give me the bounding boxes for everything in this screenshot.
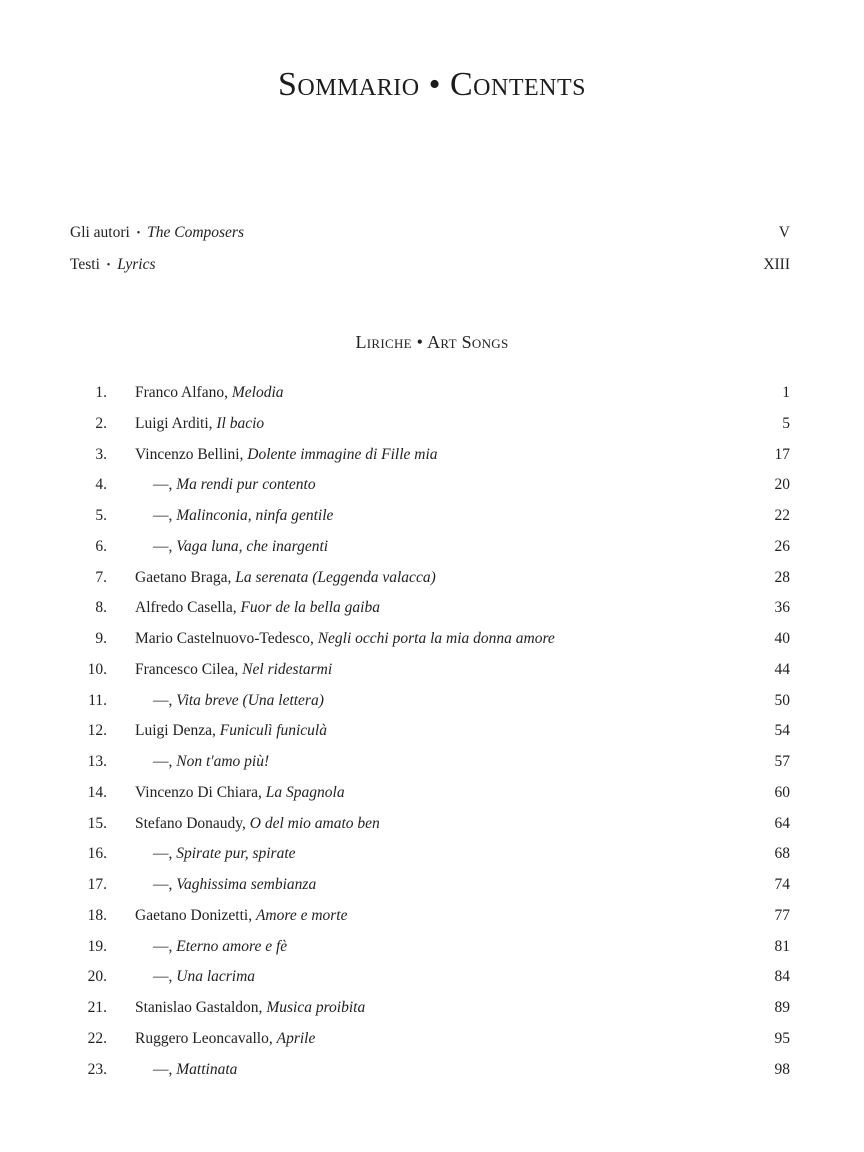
composer-name: Luigi Denza, xyxy=(135,722,216,740)
work-title: Ma rendi pur contento xyxy=(176,476,316,494)
composer-name: Ruggero Leoncavallo, xyxy=(135,1029,273,1047)
toc-list xyxy=(70,384,790,1091)
page-number: 20 xyxy=(774,476,790,494)
toc-entry[interactable] xyxy=(70,784,790,815)
work-title: Il bacio xyxy=(216,414,265,432)
entry-number: 9. xyxy=(95,630,107,647)
entry-number: 19. xyxy=(87,937,107,955)
entry-title xyxy=(153,692,324,710)
page-number: 17 xyxy=(774,445,790,463)
front-matter-label xyxy=(70,256,155,274)
page-number: 57 xyxy=(774,753,790,770)
toc-entry[interactable] xyxy=(70,938,790,969)
work-title: Nel ridestarmi xyxy=(242,660,333,678)
entry-number: 10. xyxy=(87,660,107,678)
composer-name: —, xyxy=(153,537,173,555)
entry-title xyxy=(153,538,328,556)
toc-entry[interactable] xyxy=(70,815,790,846)
work-title: La serenata (Leggenda valacca) xyxy=(235,568,436,586)
page-number: 36 xyxy=(774,599,790,617)
front-matter-english: The Composers xyxy=(147,224,244,241)
toc-entry[interactable] xyxy=(70,876,790,907)
entry-number: 11. xyxy=(88,691,107,709)
composer-name: —, xyxy=(153,845,173,863)
composer-name: —, xyxy=(153,691,173,709)
entry-title xyxy=(153,753,269,771)
work-title: Malinconia, ninfa gentile xyxy=(176,507,334,524)
front-matter-italian: Testi xyxy=(70,256,100,273)
page-number: 22 xyxy=(774,507,790,524)
composer-name: Gaetano Braga, xyxy=(135,568,232,586)
page-number: 1 xyxy=(782,384,790,401)
composer-name: Alfredo Casella, xyxy=(135,599,237,617)
entry-title xyxy=(135,630,555,648)
page-number: 81 xyxy=(774,937,790,955)
composer-name: Stanislao Gastaldon, xyxy=(135,999,263,1016)
work-title: Musica proibita xyxy=(266,999,366,1016)
work-title: Amore e morte xyxy=(255,906,348,924)
entry-title xyxy=(135,907,348,925)
page-number: 68 xyxy=(774,845,790,863)
page-number: 26 xyxy=(774,537,790,555)
entry-title xyxy=(153,476,316,494)
entry-title xyxy=(135,599,380,617)
composer-name: Francesco Cilea, xyxy=(135,660,239,678)
page-number: 50 xyxy=(774,691,790,709)
entry-number: 15. xyxy=(87,814,107,832)
entry-number: 2. xyxy=(95,414,107,432)
toc-entry[interactable] xyxy=(70,907,790,938)
page-number: 89 xyxy=(774,999,790,1016)
entry-number: 6. xyxy=(95,537,107,555)
entry-number: 1. xyxy=(95,384,107,401)
bullet-separator: • xyxy=(106,260,111,271)
front-matter-page: XIII xyxy=(763,256,790,273)
front-matter-row[interactable] xyxy=(70,256,790,276)
toc-entry[interactable] xyxy=(70,999,790,1030)
composer-name: Luigi Arditi, xyxy=(135,414,213,432)
entry-title xyxy=(135,446,438,464)
entry-title xyxy=(153,507,333,525)
page-number: 44 xyxy=(774,660,790,678)
composer-name: —, xyxy=(153,937,173,955)
composer-name: Stefano Donaudy, xyxy=(135,814,246,832)
toc-entry[interactable] xyxy=(70,384,790,415)
toc-entry[interactable] xyxy=(70,1061,790,1092)
front-matter-italian: Gli autori xyxy=(70,224,130,241)
work-title: Non t'amo più! xyxy=(176,753,270,770)
front-matter-page: V xyxy=(778,224,790,241)
work-title: O del mio amato ben xyxy=(249,814,380,832)
toc-entry[interactable] xyxy=(70,661,790,692)
toc-entry[interactable] xyxy=(70,538,790,569)
entry-title xyxy=(153,845,296,863)
entry-title xyxy=(135,1030,315,1048)
front-matter-label xyxy=(70,224,244,242)
toc-entry[interactable] xyxy=(70,845,790,876)
toc-entry[interactable] xyxy=(70,415,790,446)
composer-name: —, xyxy=(153,507,173,524)
page-number: 64 xyxy=(774,814,790,832)
entry-title xyxy=(153,968,255,986)
work-title: Negli occhi porta la mia donna amore xyxy=(317,630,555,647)
entry-title xyxy=(135,661,332,679)
toc-entry[interactable] xyxy=(70,753,790,784)
entry-number: 20. xyxy=(87,968,107,986)
work-title: Mattinata xyxy=(176,1060,238,1078)
composer-name: Vincenzo Bellini, xyxy=(135,445,244,463)
entry-number: 13. xyxy=(87,753,107,770)
composer-name: —, xyxy=(153,476,173,494)
page-number: 28 xyxy=(774,568,790,586)
entry-number: 7. xyxy=(95,568,107,586)
entry-number: 12. xyxy=(87,722,107,740)
entry-title xyxy=(135,384,284,402)
composer-name: —, xyxy=(153,1060,173,1078)
page-number: 5 xyxy=(782,414,790,432)
work-title: Aprile xyxy=(276,1029,316,1047)
composer-name: —, xyxy=(153,753,173,770)
toc-entry[interactable] xyxy=(70,476,790,507)
work-title: Funiculì funiculà xyxy=(219,722,327,740)
front-matter-english: Lyrics xyxy=(117,256,156,273)
bullet-separator: • xyxy=(136,228,141,239)
entry-number: 16. xyxy=(87,845,107,863)
entry-title xyxy=(153,876,316,894)
entry-number: 3. xyxy=(95,445,107,463)
toc-entry[interactable] xyxy=(70,1030,790,1061)
entry-number: 17. xyxy=(87,876,107,893)
page-number: 40 xyxy=(774,630,790,647)
work-title: Melodia xyxy=(231,384,284,401)
entry-title xyxy=(135,815,380,833)
work-title: Vaghissima sembianza xyxy=(176,876,317,893)
page-number: 98 xyxy=(774,1060,790,1078)
entry-number: 14. xyxy=(87,783,107,801)
section-heading: Liriche • Art Songs xyxy=(355,332,509,352)
entry-number: 18. xyxy=(87,906,107,924)
entry-title xyxy=(153,1061,237,1079)
page-number: 60 xyxy=(774,783,790,801)
toc-entry[interactable] xyxy=(70,507,790,538)
work-title: La Spagnola xyxy=(265,783,345,801)
entry-title xyxy=(135,999,365,1017)
entry-number: 5. xyxy=(95,507,107,524)
entry-title xyxy=(135,569,436,587)
entry-number: 4. xyxy=(95,476,107,494)
entry-title xyxy=(135,722,327,740)
work-title: Dolente immagine di Fille mia xyxy=(247,445,438,463)
toc-entry[interactable] xyxy=(70,599,790,630)
toc-entry[interactable] xyxy=(70,569,790,600)
work-title: Vaga luna, che inargenti xyxy=(176,537,329,555)
composer-name: Vincenzo Di Chiara, xyxy=(135,783,262,801)
toc-entry[interactable] xyxy=(70,722,790,753)
work-title: Una lacrima xyxy=(176,968,256,986)
composer-name: Gaetano Donizetti, xyxy=(135,906,253,924)
toc-entry[interactable] xyxy=(70,446,790,477)
toc-entry[interactable] xyxy=(70,630,790,661)
work-title: Fuor de la bella gaiba xyxy=(240,599,380,617)
composer-name: —, xyxy=(153,876,173,893)
work-title: Vita breve (Una lettera) xyxy=(176,691,324,709)
page-number: 74 xyxy=(774,876,790,893)
page-number: 54 xyxy=(774,722,790,740)
entry-title xyxy=(135,784,345,802)
toc-entry[interactable] xyxy=(70,968,790,999)
page-number: 77 xyxy=(774,906,790,924)
entry-number: 23. xyxy=(87,1060,107,1078)
entry-number: 22. xyxy=(87,1029,107,1047)
work-title: Eterno amore e fè xyxy=(176,937,288,955)
entry-number: 21. xyxy=(87,999,107,1016)
page-number: 84 xyxy=(774,968,790,986)
composer-name: Franco Alfano, xyxy=(135,384,228,401)
toc-entry[interactable] xyxy=(70,692,790,723)
page-number: 95 xyxy=(774,1029,790,1047)
work-title: Spirate pur, spirate xyxy=(176,845,296,863)
entry-title xyxy=(135,415,264,433)
front-matter-row[interactable] xyxy=(70,224,790,244)
composer-name: Mario Castelnuovo-Tedesco, xyxy=(135,630,314,647)
page-title: Sommario • Contents xyxy=(278,66,586,103)
composer-name: —, xyxy=(153,968,173,986)
entry-title xyxy=(153,938,287,956)
entry-number: 8. xyxy=(95,599,107,617)
